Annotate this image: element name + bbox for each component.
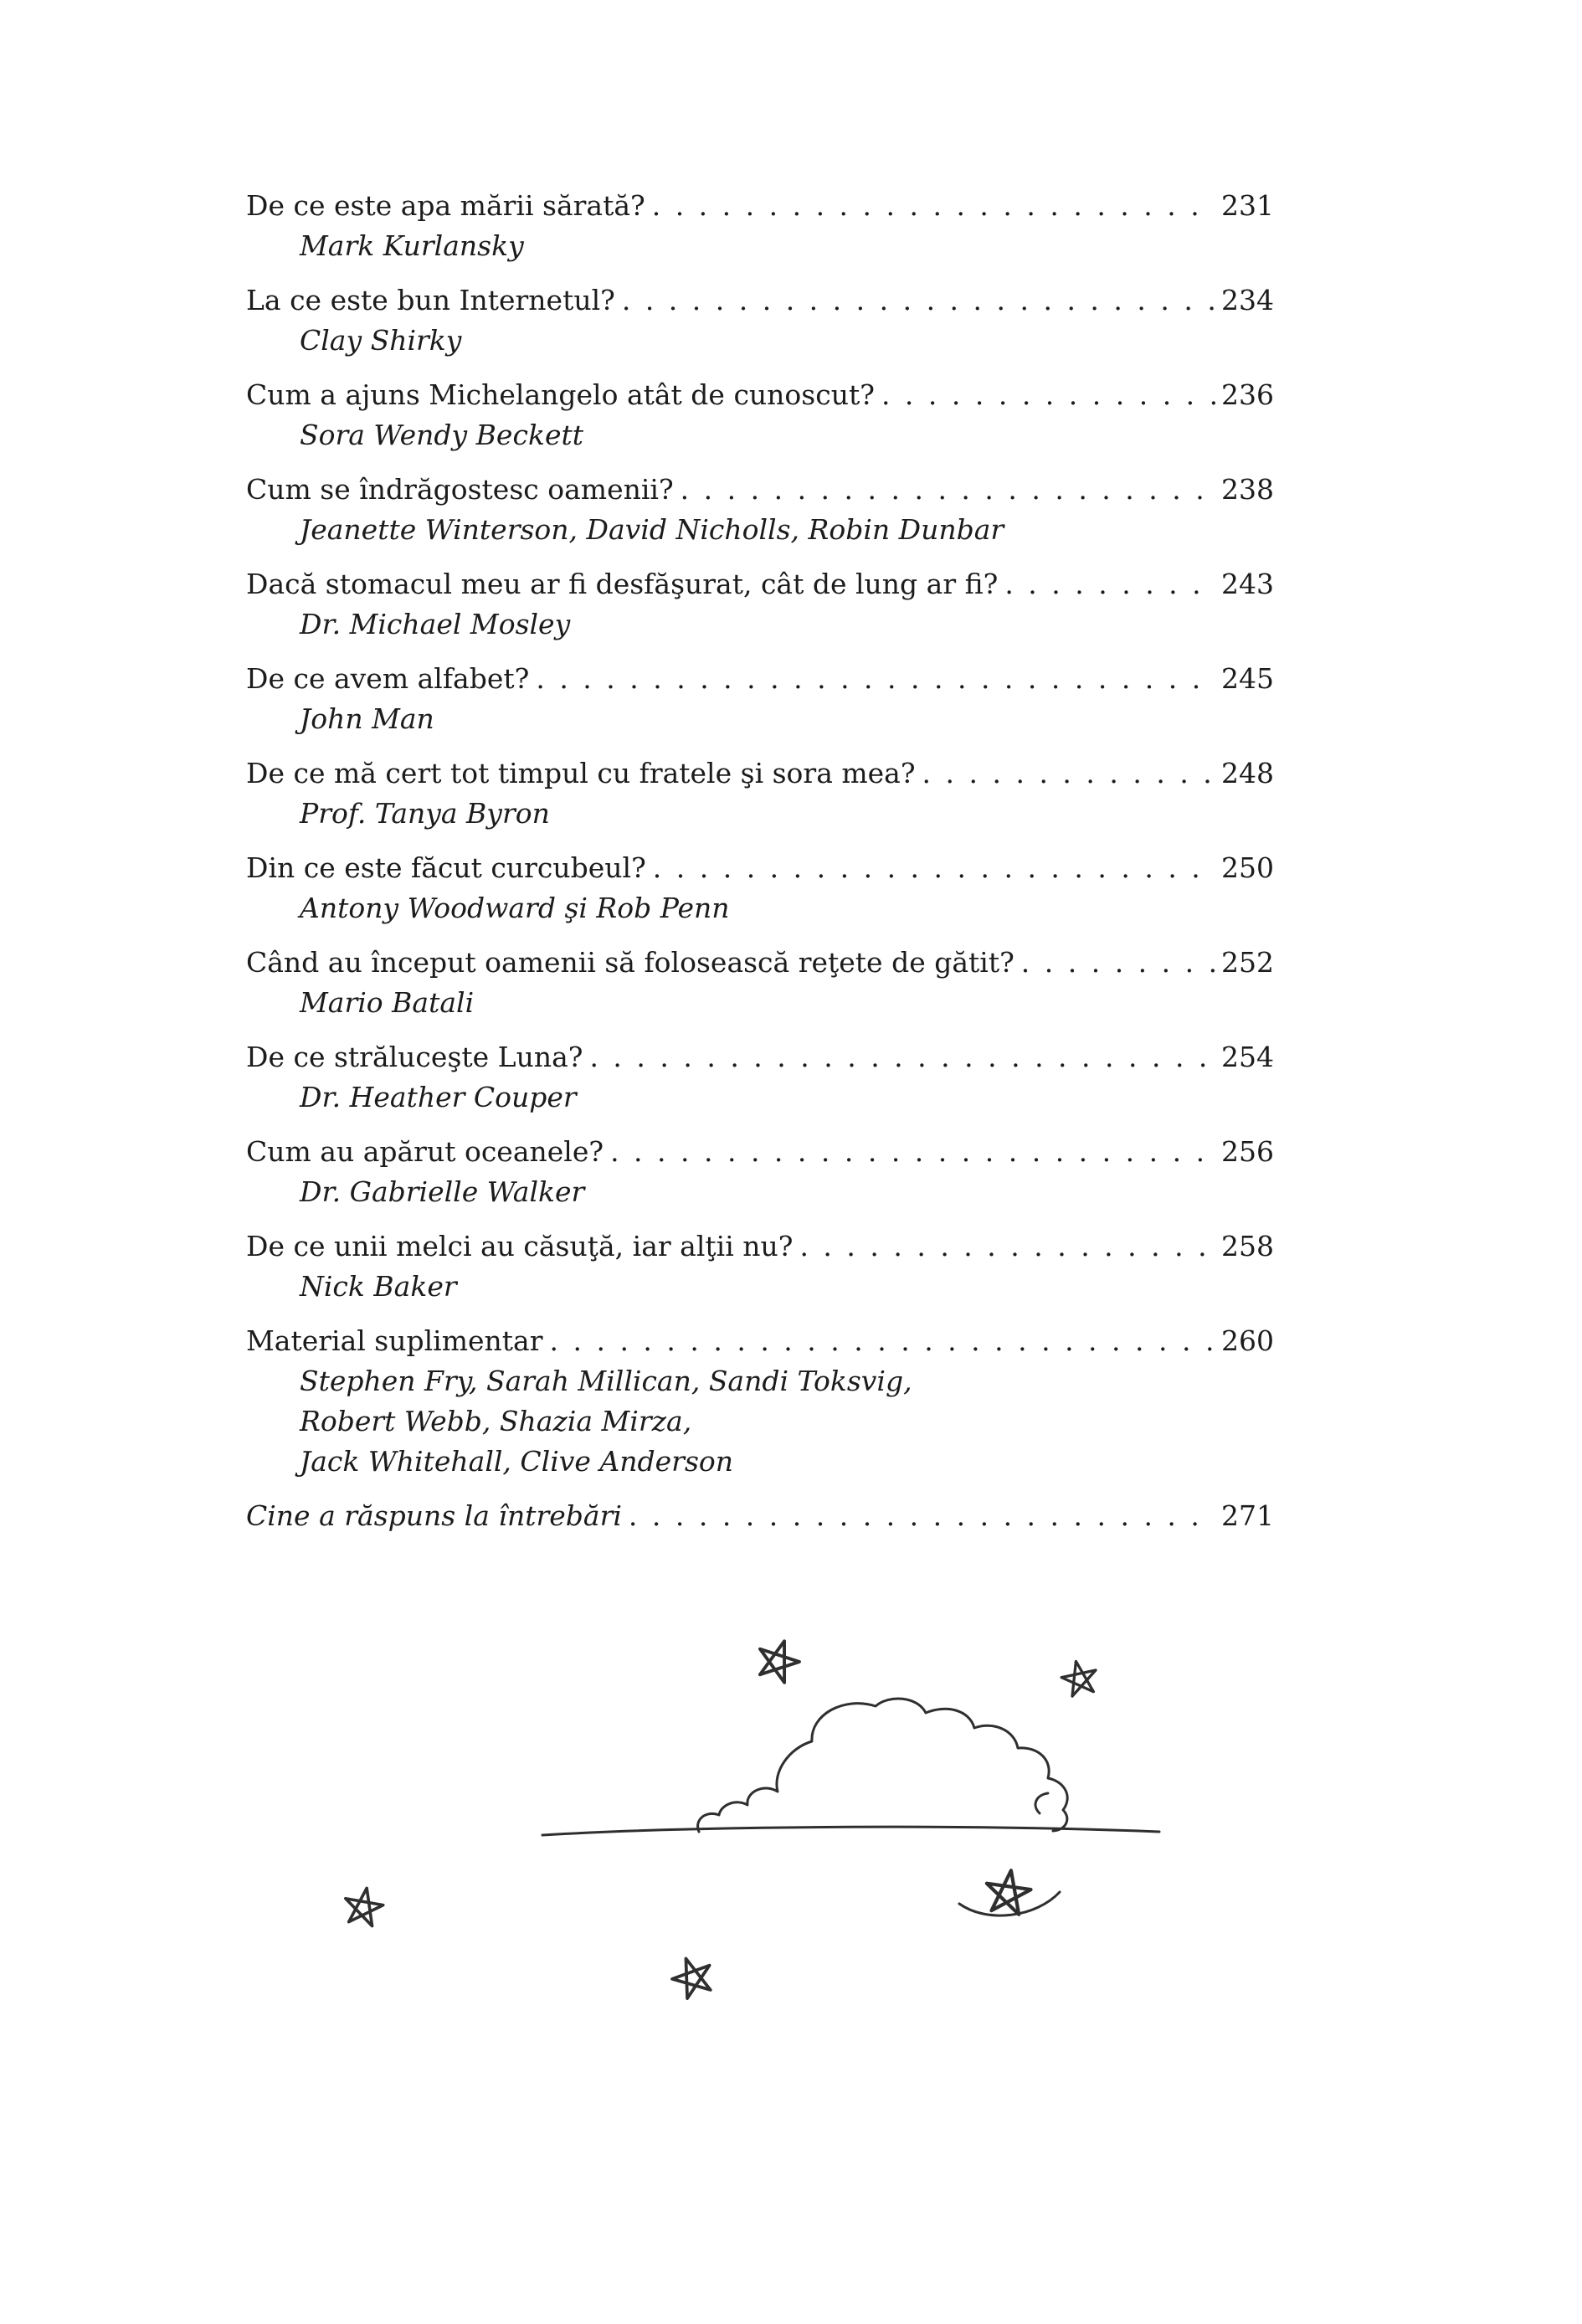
cloud-curl <box>1035 1793 1048 1813</box>
toc-entry-line <box>246 943 1274 983</box>
toc-entry <box>246 659 1274 739</box>
toc-entry-line <box>246 280 1274 321</box>
entry-author: Antony Woodward şi Rob Penn <box>300 892 730 924</box>
entry-title: De ce mă cert tot timpul cu fratele şi sora mea? <box>246 757 916 789</box>
toc-entry <box>246 1226 1274 1307</box>
entry-author: Stephen Fry, Sarah Millican, Sandi Toksvig, <box>300 1365 912 1397</box>
entry-title: Din ce este făcut curcubeul? <box>246 851 646 884</box>
toc-entry-line <box>246 1321 1274 1361</box>
entry-title: Cum a ajuns Michelangelo atât de cunoscut? <box>246 378 875 411</box>
cloud-drawing <box>698 1699 1068 1832</box>
entry-title: De ce unii melci au căsuţă, iar alţii nu? <box>246 1230 794 1262</box>
dot-leader <box>550 1321 1216 1361</box>
entry-author: Dr. Gabrielle Walker <box>300 1175 585 1208</box>
entry-title: De ce străluceşte Luna? <box>246 1041 583 1073</box>
page-number: 236 <box>1221 378 1274 411</box>
dot-leader <box>622 280 1216 321</box>
toc-entry <box>246 470 1274 550</box>
entry-title: Dacă stomacul meu ar fi desfăşurat, cât de lung ar fi? <box>246 568 999 600</box>
entry-title: Cum se îndrăgostesc oamenii? <box>246 473 674 506</box>
toc-entry <box>246 1132 1274 1212</box>
toc-entry <box>246 564 1274 645</box>
toc-entry <box>246 280 1274 361</box>
entry-author: Sora Wendy Beckett <box>300 419 583 451</box>
page-number: 258 <box>1221 1230 1274 1262</box>
entry-author: Jeanette Winterson, David Nicholls, Robin Dunbar <box>300 513 1004 546</box>
entry-author: Jack Whitehall, Clive Anderson <box>300 1445 733 1478</box>
page-number: 238 <box>1221 473 1274 506</box>
dot-leader <box>922 753 1216 794</box>
entry-title: De ce avem alfabet? <box>246 662 530 695</box>
entry-author: Mark Kurlansky <box>300 229 524 262</box>
toc-entry-line <box>246 1037 1274 1077</box>
star-icon <box>342 1884 385 1927</box>
page-number: 260 <box>1221 1324 1274 1357</box>
toc-entry <box>246 848 1274 928</box>
cloud-and-stars-illustration <box>318 1616 1205 2018</box>
entry-title: Când au început oamenii să folosească reţete de gătit? <box>246 946 1014 979</box>
page-number: 243 <box>1221 568 1274 600</box>
toc-entry-line <box>246 375 1274 415</box>
entry-title: Material suplimentar <box>246 1324 543 1357</box>
toc-entry <box>246 943 1274 1023</box>
page-number: 254 <box>1221 1041 1274 1073</box>
dot-leader <box>589 1037 1216 1077</box>
table-of-contents <box>246 186 1274 1550</box>
toc-entry <box>246 753 1274 834</box>
entry-author: Dr. Heather Couper <box>300 1081 577 1113</box>
star-icon <box>752 1635 804 1685</box>
dot-leader <box>610 1132 1216 1172</box>
page-number: 234 <box>1221 284 1274 316</box>
entry-title: Cine a răspuns la întrebări <box>246 1499 622 1532</box>
entry-author: Clay Shirky <box>300 324 462 357</box>
toc-entry-line <box>246 470 1274 510</box>
entry-author: Robert Webb, Shazia Mirza, <box>300 1405 692 1437</box>
star-icon <box>984 1868 1034 1916</box>
entry-author: Nick Baker <box>300 1270 457 1303</box>
page-number: 250 <box>1221 851 1274 884</box>
dot-leader <box>799 1226 1216 1267</box>
dot-leader <box>1021 943 1216 983</box>
dot-leader <box>536 659 1216 699</box>
entry-author: Dr. Michael Mosley <box>300 608 571 640</box>
toc-entry-line <box>246 1496 1274 1536</box>
toc-entry-line <box>246 186 1274 226</box>
entry-author: Mario Batali <box>300 986 475 1019</box>
page-number: 271 <box>1221 1499 1274 1532</box>
dot-leader <box>652 186 1216 226</box>
entry-author: Prof. Tanya Byron <box>300 797 550 830</box>
dot-leader <box>881 375 1216 415</box>
entry-title: De ce este apa mării sărată? <box>246 189 645 222</box>
toc-entry <box>246 186 1274 266</box>
star-icon <box>1059 1658 1100 1698</box>
dot-leader <box>1004 564 1216 604</box>
toc-entry-line <box>246 848 1274 888</box>
dot-leader <box>653 848 1216 888</box>
entry-title: Cum au apărut oceanele? <box>246 1135 604 1168</box>
page-number: 231 <box>1221 189 1274 222</box>
page-number: 248 <box>1221 757 1274 789</box>
toc-entry-line <box>246 1226 1274 1267</box>
entry-title: La ce este bun Internetul? <box>246 284 615 316</box>
toc-entry <box>246 1037 1274 1118</box>
dot-leader <box>681 470 1216 510</box>
page-number: 245 <box>1221 662 1274 695</box>
toc-entry <box>246 1321 1274 1482</box>
toc-entry-line <box>246 753 1274 794</box>
toc-entry-line <box>246 564 1274 604</box>
star-icon <box>667 1951 717 2001</box>
entry-author: John Man <box>300 702 434 735</box>
page-number: 256 <box>1221 1135 1274 1168</box>
toc-entry <box>246 375 1274 455</box>
dot-leader <box>629 1496 1216 1536</box>
page-number: 252 <box>1221 946 1274 979</box>
toc-entry-line <box>246 1132 1274 1172</box>
toc-entry-line <box>246 659 1274 699</box>
toc-entry <box>246 1496 1274 1536</box>
ground-line <box>542 1827 1159 1835</box>
